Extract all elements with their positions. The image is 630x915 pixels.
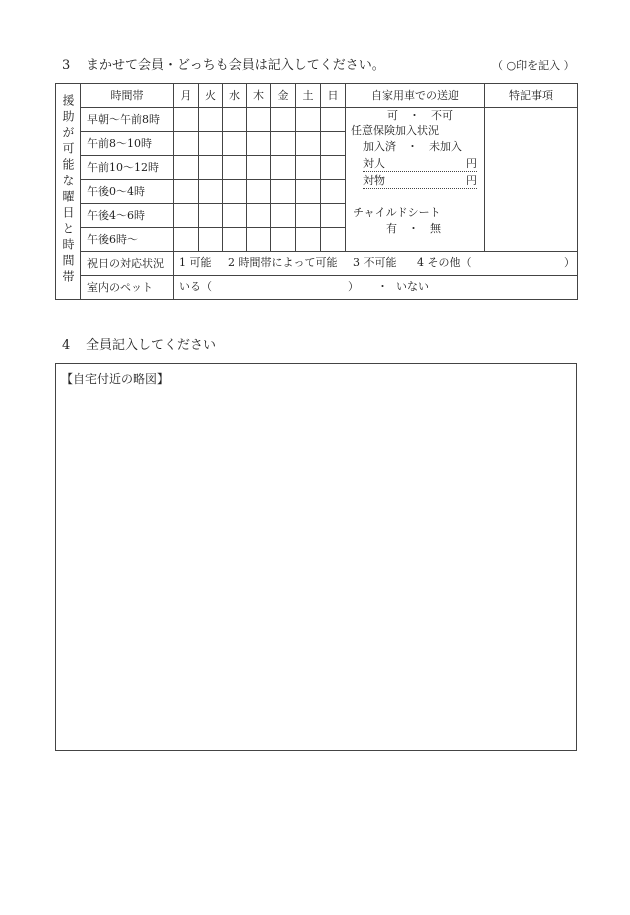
child-seat-label: チャイルドシート	[353, 206, 441, 219]
day-cell	[223, 228, 247, 252]
time-slot-label: 午後0～4時	[81, 180, 174, 204]
property-liability-label: 対物	[363, 174, 385, 187]
day-cell	[321, 156, 346, 180]
day-cell	[296, 108, 321, 132]
day-cell	[223, 180, 247, 204]
header-day-sun: 日	[321, 84, 346, 108]
day-cell	[199, 108, 223, 132]
bodily-liability-line	[363, 157, 477, 172]
day-cell	[321, 180, 346, 204]
day-cell	[321, 132, 346, 156]
holiday-option: 4 その他（	[417, 256, 472, 269]
day-cell	[247, 108, 271, 132]
map-label: 【自宅付近の略図】	[61, 372, 170, 386]
header-time-slot: 時間帯	[81, 84, 174, 108]
car-cell	[346, 108, 485, 252]
time-slot-label: 午前8～10時	[81, 132, 174, 156]
day-cell	[199, 204, 223, 228]
header-day-sat: 土	[296, 84, 321, 108]
day-cell	[321, 108, 346, 132]
section3-title: まかせて会員・どっちも会員は記入してください。	[86, 58, 385, 73]
day-cell	[271, 108, 296, 132]
day-cell	[247, 204, 271, 228]
day-cell	[174, 108, 199, 132]
day-cell	[223, 156, 247, 180]
day-cell	[321, 228, 346, 252]
section4-number: 4	[62, 338, 71, 353]
day-cell	[247, 180, 271, 204]
day-cell	[296, 180, 321, 204]
property-liability-line	[363, 174, 477, 189]
time-slot-label: 早朝～午前8時	[81, 108, 174, 132]
day-cell	[271, 180, 296, 204]
day-cell	[247, 228, 271, 252]
home-map-box	[55, 363, 577, 751]
holiday-option: 3 不可能	[353, 256, 397, 269]
day-cell	[174, 132, 199, 156]
section4-title: 全員記入してください	[86, 338, 217, 353]
day-cell	[174, 204, 199, 228]
day-cell	[296, 228, 321, 252]
day-cell	[199, 180, 223, 204]
holiday-label: 祝日の対応状況	[81, 252, 174, 276]
pet-options-cell	[174, 276, 578, 300]
yen-label: 円	[466, 174, 477, 187]
header-day-wed: 水	[223, 84, 247, 108]
day-cell	[296, 132, 321, 156]
holiday-close-paren: ）	[564, 256, 575, 269]
header-day-fri: 金	[271, 84, 296, 108]
availability-table	[55, 83, 578, 300]
pet-yes: いる（	[179, 280, 212, 293]
header-day-thu: 木	[247, 84, 271, 108]
day-cell	[271, 228, 296, 252]
header-day-tue: 火	[199, 84, 223, 108]
section3-note: （ ○印を記入 ）	[492, 59, 575, 72]
day-cell	[174, 180, 199, 204]
day-cell	[271, 156, 296, 180]
child-seat-options: 有 ・ 無	[386, 222, 441, 235]
day-cell	[199, 132, 223, 156]
day-cell	[296, 204, 321, 228]
day-cell	[271, 204, 296, 228]
holiday-option: 1 可能	[179, 256, 212, 269]
day-cell	[247, 132, 271, 156]
car-availability: 可 ・ 不可	[387, 109, 453, 122]
side-label: 援助が可能な曜日と時間帯	[61, 93, 75, 286]
insurance-options: 加入済 ・ 未加入	[363, 140, 462, 153]
section3-number: 3	[62, 58, 71, 73]
day-cell	[223, 132, 247, 156]
day-cell	[199, 156, 223, 180]
day-cell	[223, 108, 247, 132]
time-slot-label: 午後4～6時	[81, 204, 174, 228]
remarks-cell	[485, 108, 578, 252]
pet-separator: ・	[377, 280, 388, 293]
day-cell	[223, 204, 247, 228]
pet-close-paren: ）	[348, 280, 359, 293]
pet-label: 室内のペット	[81, 276, 174, 300]
holiday-options-cell	[174, 252, 578, 276]
time-slot-label: 午後6時～	[81, 228, 174, 252]
day-cell	[247, 156, 271, 180]
insurance-label: 任意保険加入状況	[351, 124, 439, 137]
header-day-mon: 月	[174, 84, 199, 108]
yen-label: 円	[466, 157, 477, 170]
holiday-option: 2 時間帯によって可能	[228, 256, 338, 269]
time-slot-label: 午前10～12時	[81, 156, 174, 180]
header-car: 自家用車での送迎	[346, 84, 485, 108]
day-cell	[271, 132, 296, 156]
day-cell	[174, 228, 199, 252]
header-remarks: 特記事項	[485, 84, 578, 108]
day-cell	[199, 228, 223, 252]
day-cell	[174, 156, 199, 180]
day-cell	[296, 156, 321, 180]
bodily-liability-label: 対人	[363, 157, 385, 170]
pet-no: いない	[396, 280, 429, 293]
day-cell	[321, 204, 346, 228]
side-label-cell	[56, 84, 81, 300]
